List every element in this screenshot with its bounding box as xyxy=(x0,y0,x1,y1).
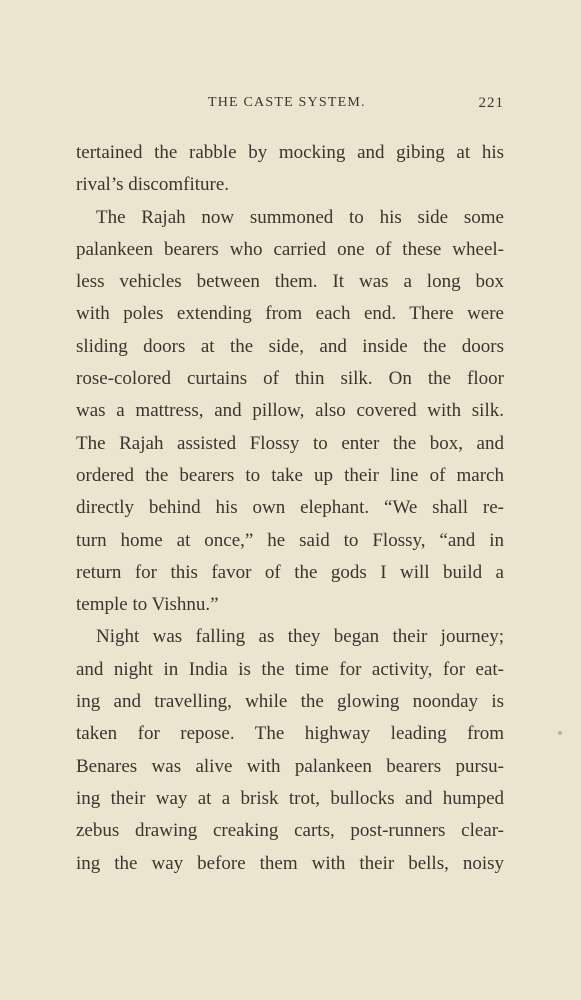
text-line: return for this favor of the gods I will build a xyxy=(76,561,504,583)
body-text xyxy=(76,137,504,880)
text-line: The Rajah assisted Flossy to enter the box, and xyxy=(76,432,504,454)
text-line: was a mattress, and pillow, also covered with silk. xyxy=(76,400,504,422)
running-title: THE CASTE SYSTEM. xyxy=(208,95,366,110)
text-line: ordered the bearers to take up their line of march xyxy=(76,464,504,486)
text-line: taken for repose. The highway leading from xyxy=(76,723,504,745)
margin-speck xyxy=(558,731,562,735)
text-line: sliding doors at the side, and inside the doors xyxy=(76,335,504,357)
text-line: temple to Vishnu.” xyxy=(76,594,219,616)
text-line: zebus drawing creaking carts, post-runners clear- xyxy=(76,820,504,842)
text-line: tertained the rabble by mocking and gibing at his xyxy=(76,142,504,163)
text-line: with poles extending from each end. There were xyxy=(76,303,504,325)
text-line: less vehicles between them. It was a long box xyxy=(76,271,504,293)
text-line: and night in India is the time for activity, for eat- xyxy=(76,658,504,680)
text-line: palankeen bearers who carried one of these wheel- xyxy=(76,238,504,260)
paragraph-first-line: Night was falling as they began their journey; xyxy=(96,626,504,648)
text-line: ing the way before them with their bells, noisy xyxy=(76,852,504,874)
paragraph-first-line: The Rajah now summoned to his side some xyxy=(96,206,504,228)
text-line: ing their way at a brisk trot, bullocks and humped xyxy=(76,787,504,809)
text-line: directly behind his own elephant. “We shall re- xyxy=(76,497,504,519)
text-line: rose-colored curtains of thin silk. On the floor xyxy=(76,368,504,390)
page-number: 221 xyxy=(478,95,504,111)
text-line: rival’s discomfiture. xyxy=(76,174,230,196)
text-line: Benares was alive with palankeen bearers pursu- xyxy=(76,755,504,777)
text-line: ing and travelling, while the glowing noonday is xyxy=(76,691,504,713)
text-line: turn home at once,” he said to Flossy, “and in xyxy=(76,529,504,551)
running-header xyxy=(76,95,504,115)
